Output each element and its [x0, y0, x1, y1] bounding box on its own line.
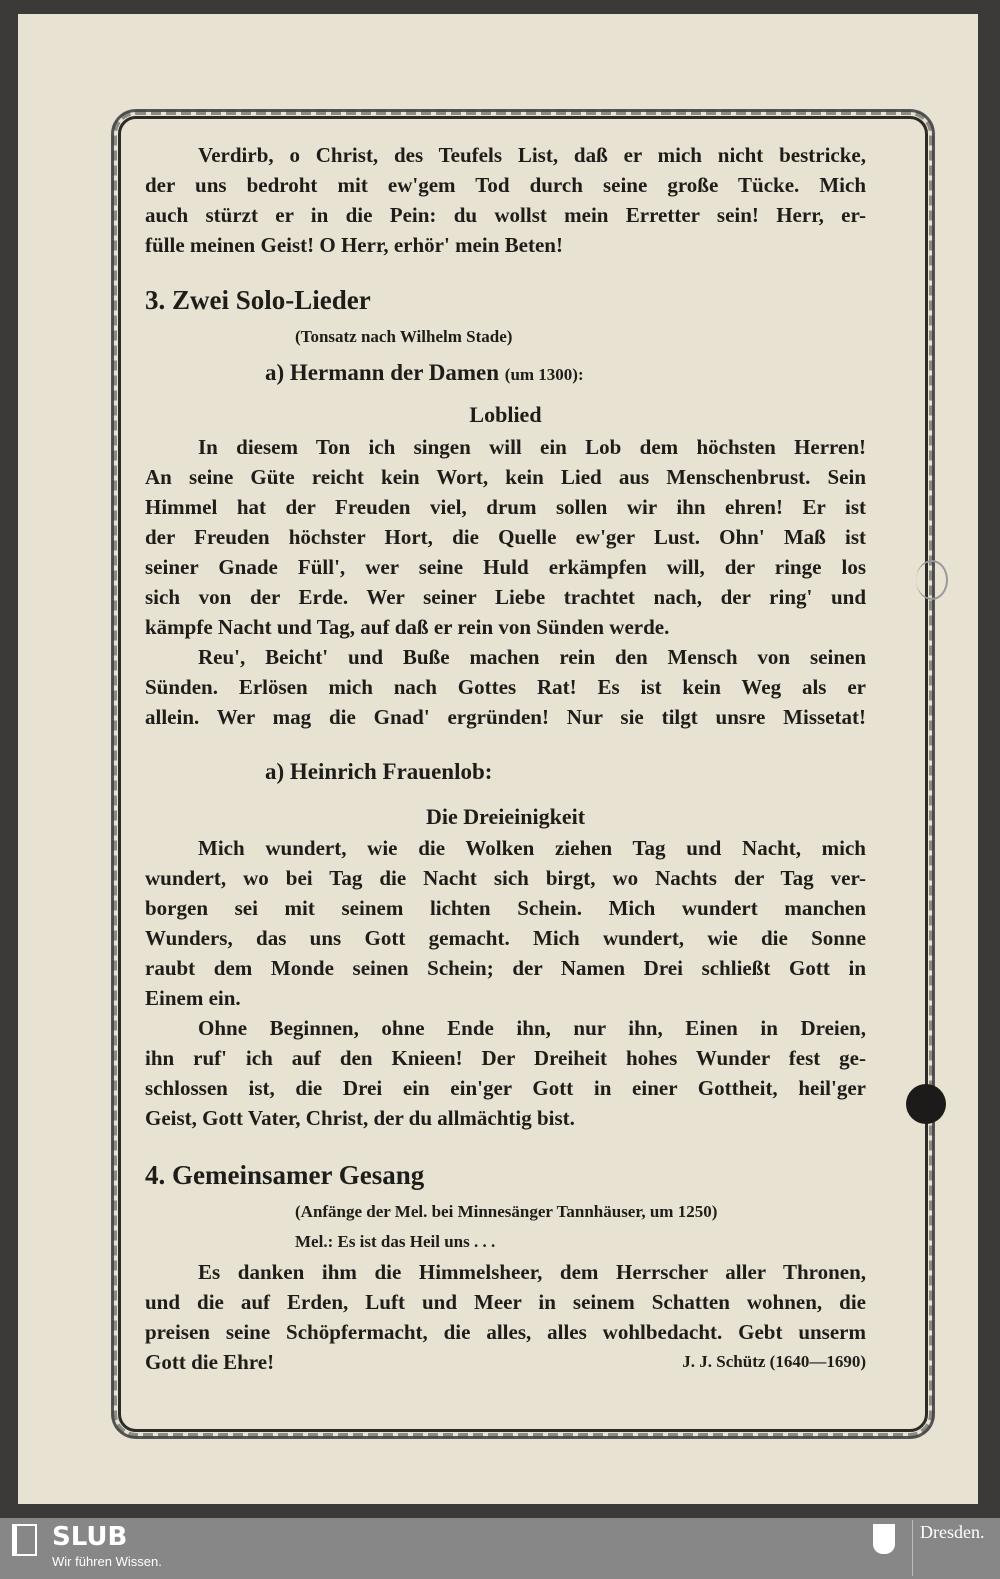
text-line: Verdirb, o Christ, des Teufels List, daß er mich nicht bestricke, [198, 143, 866, 167]
dresden-logo[interactable]: Dresden. [920, 1522, 985, 1542]
text-line: auch stürzt er in die Pein: du wollst mein Erretter sein! Herr, er- [145, 203, 866, 227]
text-line: ihn ruf' ich auf den Knieen! Der Dreiheit hohes Wunder fest ge- [145, 1046, 866, 1070]
divider [912, 1520, 913, 1576]
text-line: sich von der Erde. Wer seiner Liebe trachtet nach, der ring' und [145, 585, 866, 609]
slub-tagline: Wir führen Wissen. [52, 1554, 162, 1569]
section-heading: 4. Gemeinsamer Gesang [145, 1160, 425, 1190]
section-3 [145, 280, 866, 732]
text-line: In diesem Ton ich singen will ein Lob dem höchsten Herren! [198, 435, 866, 459]
intro-verse [145, 140, 866, 260]
text-line: der uns bedroht mit ew'gem Tod durch seine große Tücke. Mich [145, 173, 866, 197]
section-heading: 3. Zwei Solo-Lieder [145, 285, 371, 315]
text-line: Einem ein. [145, 986, 241, 1010]
punch-hole-mark [916, 560, 948, 600]
text-line: allein. Wer mag die Gnad' ergründen! Nur sie tilgt unsre Missetat! [145, 705, 866, 729]
section-note: (Anfänge der Mel. bei Minnesänger Tannhäuser, um 1250) [295, 1202, 718, 1221]
section-note: (Tonsatz nach Wilhelm Stade) [295, 327, 513, 346]
slub-logo[interactable]: SLUB [52, 1522, 128, 1552]
song-title: Die Dreieinigkeit [425, 804, 586, 829]
song-date: (um 1300): [504, 365, 584, 384]
text-line: An seine Güte reicht kein Wort, kein Lied aus Menschenbrust. Sein [145, 465, 866, 489]
text-line: Mich wundert, wie die Wolken ziehen Tag und Nacht, mich [198, 836, 866, 860]
text-line: Ohne Beginnen, ohne Ende ihn, nur ihn, Einen in Dreien, [198, 1016, 866, 1040]
text-line: Geist, Gott Vater, Christ, der du allmächtig bist. [145, 1106, 575, 1130]
punch-hole [906, 1084, 946, 1124]
text-line: Gott die Ehre! [145, 1350, 275, 1374]
section-4 [145, 1155, 866, 1377]
song-composer: a) Heinrich Frauenlob: [265, 759, 493, 784]
slub-book-icon [12, 1524, 37, 1556]
text-line: fülle meinen Geist! O Herr, erhör' mein Beten! [145, 233, 563, 257]
text-line: preisen seine Schöpfermacht, die alles, alles wohlbedacht. Gebt unserm [145, 1320, 866, 1344]
dresden-crest-icon [873, 1524, 895, 1554]
text-line: Sünden. Erlösen mich nach Gottes Rat! Es ist kein Weg als er [145, 675, 866, 699]
text-line: Reu', Beicht' und Buße machen rein den Mensch von seinen [198, 645, 866, 669]
text-line: wundert, wo bei Tag die Nacht sich birgt, wo Nachts der Tag ver- [145, 866, 866, 890]
text-line: und die auf Erden, Luft und Meer in seinem Schatten wohnen, die [145, 1290, 866, 1314]
song-title: Loblied [469, 402, 542, 427]
author-credit: J. J. Schütz (1640—1690) [682, 1352, 866, 1371]
song-title-row [145, 354, 866, 392]
text-line: raubt dem Monde seinen Schein; der Namen Drei schließt Gott in [145, 956, 866, 980]
melody-note: Mel.: Es ist das Heil uns . . . [295, 1232, 496, 1251]
text-line: schlossen ist, die Drei ein ein'ger Gott in einer Gottheit, heil'ger [145, 1076, 866, 1100]
text-line: Himmel hat der Freuden viel, drum sollen wir ihn ehren! Er ist [145, 495, 866, 519]
text-line: borgen sei mit seinem lichten Schein. Mich wundert manchen [145, 896, 866, 920]
song-frauenlob [145, 755, 866, 1133]
text-line: kämpfe Nacht und Tag, auf daß er rein von Sünden werde. [145, 615, 670, 639]
footer-bar [0, 1518, 1000, 1579]
text-line: seiner Gnade Füll', wer seine Huld erkämpfen will, der ringe los [145, 555, 866, 579]
text-line: Wunders, das uns Gott gemacht. Mich wundert, wie die Sonne [145, 926, 866, 950]
text-line: der Freuden höchster Hort, die Quelle ew'ger Lust. Ohn' Maß ist [145, 525, 866, 549]
text-line: Es danken ihm die Himmelsheer, dem Herrscher aller Thronen, [198, 1260, 866, 1284]
song-composer: a) Hermann der Damen [265, 360, 500, 385]
